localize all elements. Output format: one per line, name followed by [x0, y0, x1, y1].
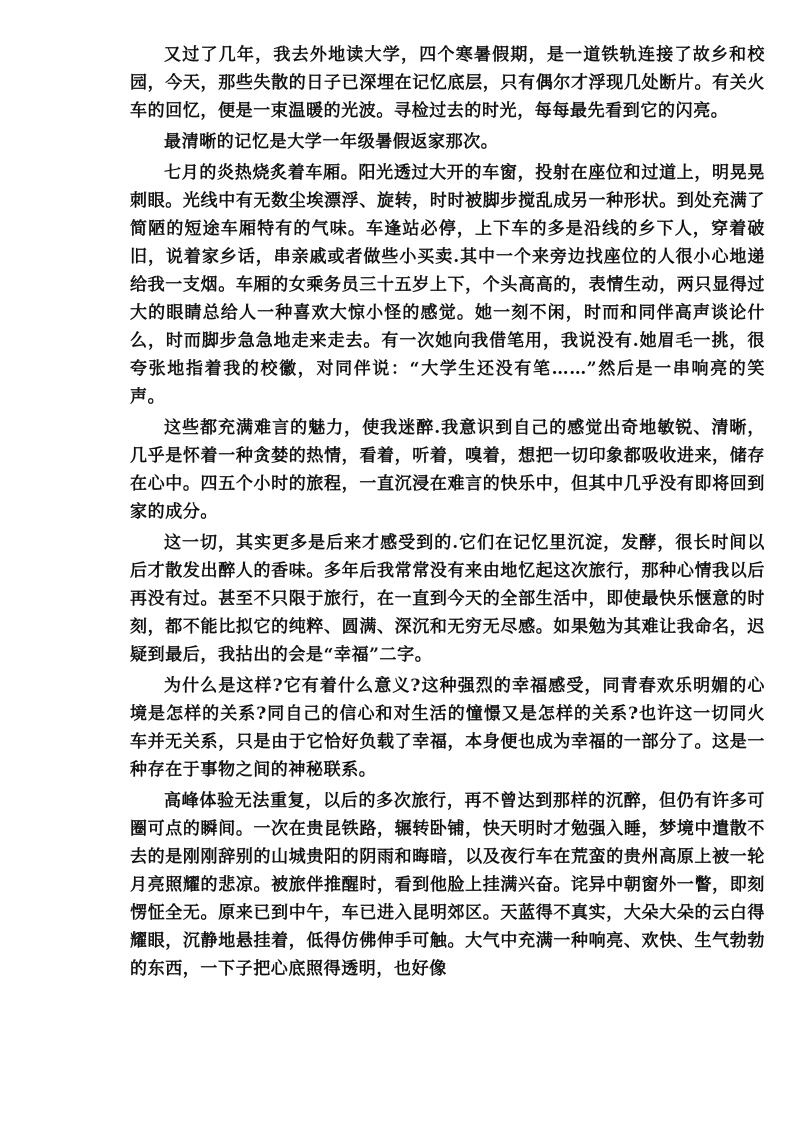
paragraph-6: 为什么是这样?它有着什么意义?这种强烈的幸福感受，同青春欢乐明媚的心境是怎样的关系?同自己的信心和对生活的憧憬又是怎样的关系?也许这一切同火车并无关系，只是由于它恰好负载了幸福，本身便也成为幸福的一部分了。这是一种存在于事物之间的神秘联系。 — [130, 676, 765, 780]
article-body — [130, 41, 765, 986]
paragraph-7: 高峰体验无法重复，以后的多次旅行，再不曾达到那样的沉醉，但仍有许多可圈可点的瞬间。一次在贵昆铁路，辗转卧铺，快天明时才勉强入睡，梦境中遣散不去的是刚刚辞别的山城贵阳的阴雨和晦暗，以及夜行车在荒蛮的贵州高原上被一轮月亮照耀的悲凉。被旅伴推醒时，看到他脸上挂满兴奋。诧异中朝窗外一瞥，即刻愣怔全无。原来已到中午，车已进入昆明郊区。天蓝得不真实，大朵大朵的云白得耀眼，沉静地悬挂着，低得仿佛伸手可触。大气中充满一种响亮、欢快、生气勃勃的东西，一下子把心底照得透明，也好像 — [130, 791, 765, 979]
paragraph-3: 七月的炎热烧炙着车厢。阳光透过大开的车窗，投射在座位和过道上，明晃晃刺眼。光线中有无数尘埃漂浮、旋转，时时被脚步搅乱成另一种形状。到处充满了简陋的短途车厢特有的气味。车逢站必停，上下车的多是沿线的乡下人，穿着破旧，说着家乡话，串亲戚或者做些小买卖.其中一个来旁边找座位的人很小心地递给我一支烟。车厢的女乘务员三十五岁上下，个头高高的，表情生动，两只显得过大的眼睛总给人一种喜欢大惊小怪的感觉。她一刻不闲，时而和同伴高声谈论什么，时而脚步急急地走来走去。有一次她向我借笔用，我说没有.她眉毛一挑，很夸张地指着我的校徽，对同伴说：“大学生还没有笔……”然后是一串响亮的笑声。 — [130, 163, 765, 407]
paragraph-4: 这些都充满难言的魅力，使我迷醉.我意识到自己的感觉出奇地敏锐、清晰，几乎是怀着一种贪婪的热情，看着，听着，嗅着，想把一切印象都吸收进来，储存在心中。四五个小时的旅程，一直沉浸在难言的快乐中，但其中几乎没有即将回到家的成分。 — [130, 418, 765, 522]
paragraph-5: 这一切，其实更多是后来才感受到的.它们在记忆里沉淀，发酵，很长时间以后才散发出醉人的香味。多年后我常常没有来由地忆起这次旅行，那种心情我以后再没有过。甚至不只限于旅行，在一直到今天的全部生活中，即使最快乐惬意的时刻，都不能比拟它的纯粹、圆满、深沉和无穷无尽感。如果勉为其难让我命名，迟疑到最后，我拈出的会是“幸福”二字。 — [130, 533, 765, 665]
paragraph-2: 最清晰的记忆是大学一年级暑假返家那次。 — [164, 132, 499, 152]
paragraph-1: 又过了几年，我去外地读大学，四个寒暑假期，是一道铁轨连接了故乡和校园，今天，那些失散的日子已深埋在记忆底层，只有偶尔才浮现几处断片。有关火车的回忆，便是一束温暖的光波。寻检过去的时光，每每最先看到它的闪亮。 — [130, 45, 765, 121]
